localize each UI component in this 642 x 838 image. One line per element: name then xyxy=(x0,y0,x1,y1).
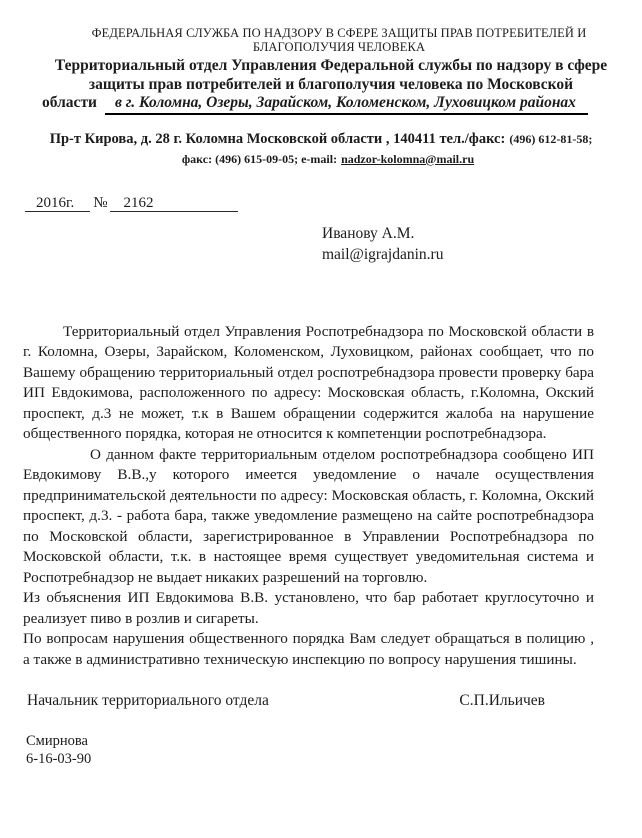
agency-line1: ФЕДЕРАЛЬНАЯ СЛУЖБА ПО НАДЗОРУ В СФЕРЕ ЗАЩИТЫ ПРАВ ПОТРЕБИТЕЛЕЙ И xyxy=(91,26,587,40)
signer-position: Начальник территориального отдела xyxy=(27,692,269,709)
oblast-label: области xyxy=(42,94,97,111)
recipient-block xyxy=(322,223,642,265)
executor-block xyxy=(26,733,642,768)
reference-line xyxy=(25,194,642,213)
department-name xyxy=(34,57,628,94)
districts-underline xyxy=(105,94,588,115)
reference-number: 2162 xyxy=(110,195,238,212)
districts-text: в г. Коломна, Озеры, Зарайском, Коломенском, Луховицком районах xyxy=(114,94,576,111)
paragraph-1: Территориальный отдел Управления Роспотребнадзора по Московской области в г. Коломна, Озеры, Зарайском, Коломенском, Луховицком, районах сообщает, что по Вашему обращению территориальный отдел роспотребнадзора провести проверку бара ИП Евдокимова, расположенного по адресу: Московская область, г.Коломна, Окский проспект, д.3 не может, т.к в Вашем обращении содержится жалоба на нарушение общественного порядка, которая не относится к компетенции роспотребнадзора. xyxy=(23,322,594,442)
address-line xyxy=(0,130,642,148)
paragraph-3: Из объяснения ИП Евдокимова В.В. установлено, что бар работает круглосуточно и реализует пиво в розлив и сигареты. xyxy=(23,589,594,627)
department-line1: Территориальный отдел Управления Федеральной службы по надзору в сфере xyxy=(54,57,608,74)
letter-body xyxy=(23,322,594,671)
paragraph-4: По вопросам нарушения общественного порядка Вам следует обращаться в полицию , а также в административно техническую инспекцию по вопросу нарушения тишины. xyxy=(23,630,594,668)
recipient-name: Иванову А.М. xyxy=(322,224,415,242)
executor-phone: 6-16-03-90 xyxy=(26,750,92,767)
signature-row xyxy=(27,691,545,710)
department-districts-line xyxy=(42,94,588,115)
executor-name: Смирнова xyxy=(26,733,88,749)
signer-name: С.П.Ильичев xyxy=(459,692,545,709)
phone-number: (496) 612-81-58; xyxy=(509,131,593,146)
office-email: nadzor-kolomna@mail.ru xyxy=(341,151,475,166)
address-text: Пр-т Кирова, д. 28 г. Коломна Московской области , 140411 тел./факс: xyxy=(49,130,506,147)
agency-name xyxy=(46,26,632,54)
department-line2: защиты прав потребителей и благополучия человека по Московской xyxy=(88,75,574,93)
fax-text: факс: (496) 615-09-05; e-mail: xyxy=(181,151,338,166)
recipient-email: mail@igrajdanin.ru xyxy=(322,245,444,263)
reference-year: 2016г. xyxy=(25,195,90,212)
number-sign: № xyxy=(93,194,108,211)
paragraph-2: О данном факте территориальным отделом роспотребнадзора сообщено ИП Евдокимову В.В.,у которого имеется уведомление о начале осуществления предпринимательской деятельности по адресу: Московская область, г. Коломна, Окский проспект, д.3. - работа бара, также уведомление размещено на сайте роспотребнадзора по Московской области, зарегистрированное в Управлении Роспотребнадзора по Московской области, т.к. в настоящее время существует уведомительная система и Роспотребнадзор не выдает никаких разрешений на торговлю. xyxy=(23,445,594,586)
fax-email-line xyxy=(0,152,642,167)
agency-line2: БЛАГОПОЛУЧИЯ ЧЕЛОВЕКА xyxy=(252,40,426,54)
